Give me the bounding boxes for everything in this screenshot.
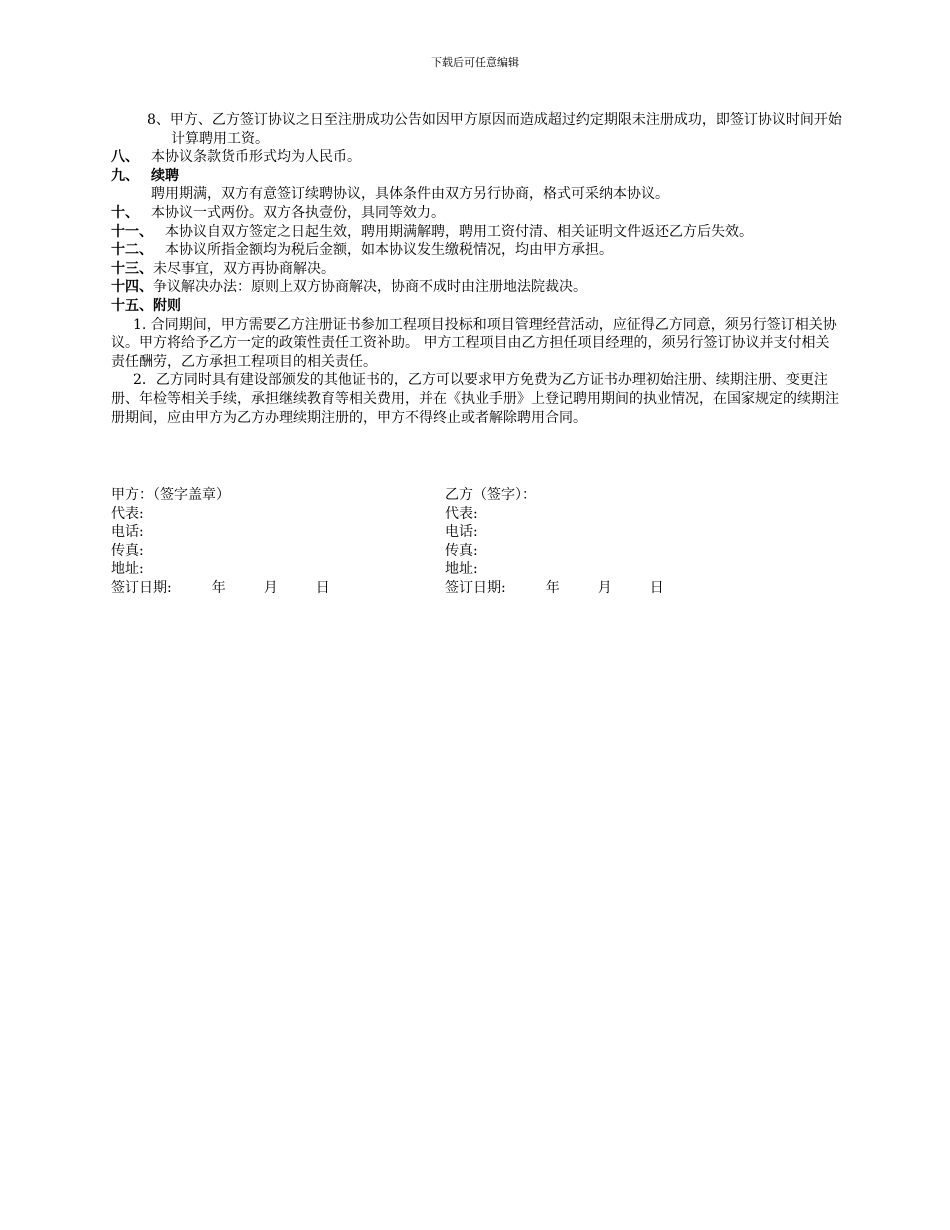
signature-rep-row — [111, 505, 843, 524]
clause-11-number: 十一、 — [111, 223, 153, 240]
clause-9-number: 九、 — [111, 167, 139, 184]
clause-10 — [111, 204, 843, 223]
clause-8-text: 本协议条款货币形式均为人民币。 — [151, 149, 361, 166]
clause-10-text: 本协议一式两份。双方各执壹份，具同等效力。 — [151, 204, 445, 221]
clause-15-heading: 十五、附则 — [111, 297, 181, 314]
clause-8 — [111, 148, 843, 167]
party-a-day-label: 日 — [315, 579, 330, 596]
party-a-address-label: 地址: — [111, 561, 144, 578]
appendix-item-2: 2．乙方同时具有建设部颁发的其他证书的，乙方可以要求甲方免费为乙方证书办理初始注册、续期注册、变更注册、年检等相关手续，承担继续教育等相关费用，并在《执业手册》上登记聘用期间的执业情况，在国家规定的续期注册期间，应由甲方为乙方办理续期注册的，甲方不得终止或者解除聘用合同。 — [111, 372, 839, 426]
party-b-rep-label: 代表: — [445, 505, 478, 522]
party-b-month-label: 月 — [597, 579, 612, 596]
clause-8-number: 八、 — [111, 149, 139, 166]
clause-10-number: 十、 — [111, 204, 139, 221]
signature-phone-row — [111, 523, 843, 542]
clause-8-sub: 8、甲方、乙方签订协议之日至注册成功公告如因甲方原因而造成超过约定期限未注册成功，即签订协议时间开始计算聘用工资。 — [147, 112, 842, 147]
party-a-date — [111, 579, 330, 598]
clause-14 — [111, 278, 843, 297]
clause-9-title: 续聘 — [151, 167, 179, 184]
party-b-day-label: 日 — [649, 579, 664, 596]
clause-12 — [111, 241, 843, 260]
clause-13-text: 未尽事宜，双方再协商解决。 — [153, 260, 335, 277]
party-a-year-label: 年 — [211, 579, 226, 596]
clause-9-body: 聘用期满，双方有意签订续聘协议，具体条件由双方另行协商，格式可采纳本协议。 — [151, 186, 669, 203]
party-a-month-label: 月 — [263, 579, 278, 596]
signature-address-row — [111, 560, 843, 579]
party-b-fax-label: 传真: — [445, 542, 478, 559]
party-b-phone-label: 电话: — [445, 524, 478, 541]
clause-14-number: 十四、 — [111, 279, 153, 296]
party-a-date-label: 签订日期: — [111, 579, 172, 596]
party-a-fax-label: 传真: — [111, 542, 144, 559]
party-b-address-label: 地址: — [445, 561, 478, 578]
party-b-date — [445, 579, 664, 598]
signature-fax-row — [111, 542, 843, 561]
signature-block — [111, 486, 843, 598]
contract-body — [111, 111, 843, 427]
signature-party-row — [111, 486, 843, 505]
clause-14-text: 争议解决办法：原则上双方协商解决，协商不成时由注册地法院裁决。 — [153, 279, 587, 296]
clause-9 — [111, 167, 843, 186]
clause-11-text: 本协议自双方签定之日起生效，聘用期满解聘，聘用工资付清、相关证明文件返还乙方后失效。 — [165, 223, 753, 240]
clause-11 — [111, 223, 843, 242]
clause-12-number: 十二、 — [111, 242, 153, 259]
clause-13 — [111, 260, 843, 279]
appendix-item-1: 1. 合同期间，甲方需要乙方注册证书参加工程项目投标和项目管理经营活动，应征得乙方同意，须另行签订相关协议。甲方将给予乙方一定的政策性责任工资补助。 甲方工程项目由乙方担任项目经理的，须另行签订协议并支付相关责任酬劳，乙方承担工程项目的相关责任。 — [111, 316, 837, 370]
clause-12-text: 本协议所指金额均为税后金额，如本协议发生缴税情况，均由甲方承担。 — [165, 242, 613, 259]
party-b-label: 乙方（签字）： — [445, 487, 536, 503]
party-a-phone-label: 电话: — [111, 524, 144, 541]
party-a-label: 甲方：（签字盖章） — [111, 487, 230, 503]
clause-13-number: 十三、 — [111, 260, 153, 277]
party-a-rep-label: 代表: — [111, 505, 144, 522]
party-b-year-label: 年 — [545, 579, 560, 596]
signature-date-row — [111, 579, 843, 598]
page-header: 下载后可任意编辑 — [431, 56, 519, 69]
party-b-date-label: 签订日期: — [445, 579, 506, 596]
